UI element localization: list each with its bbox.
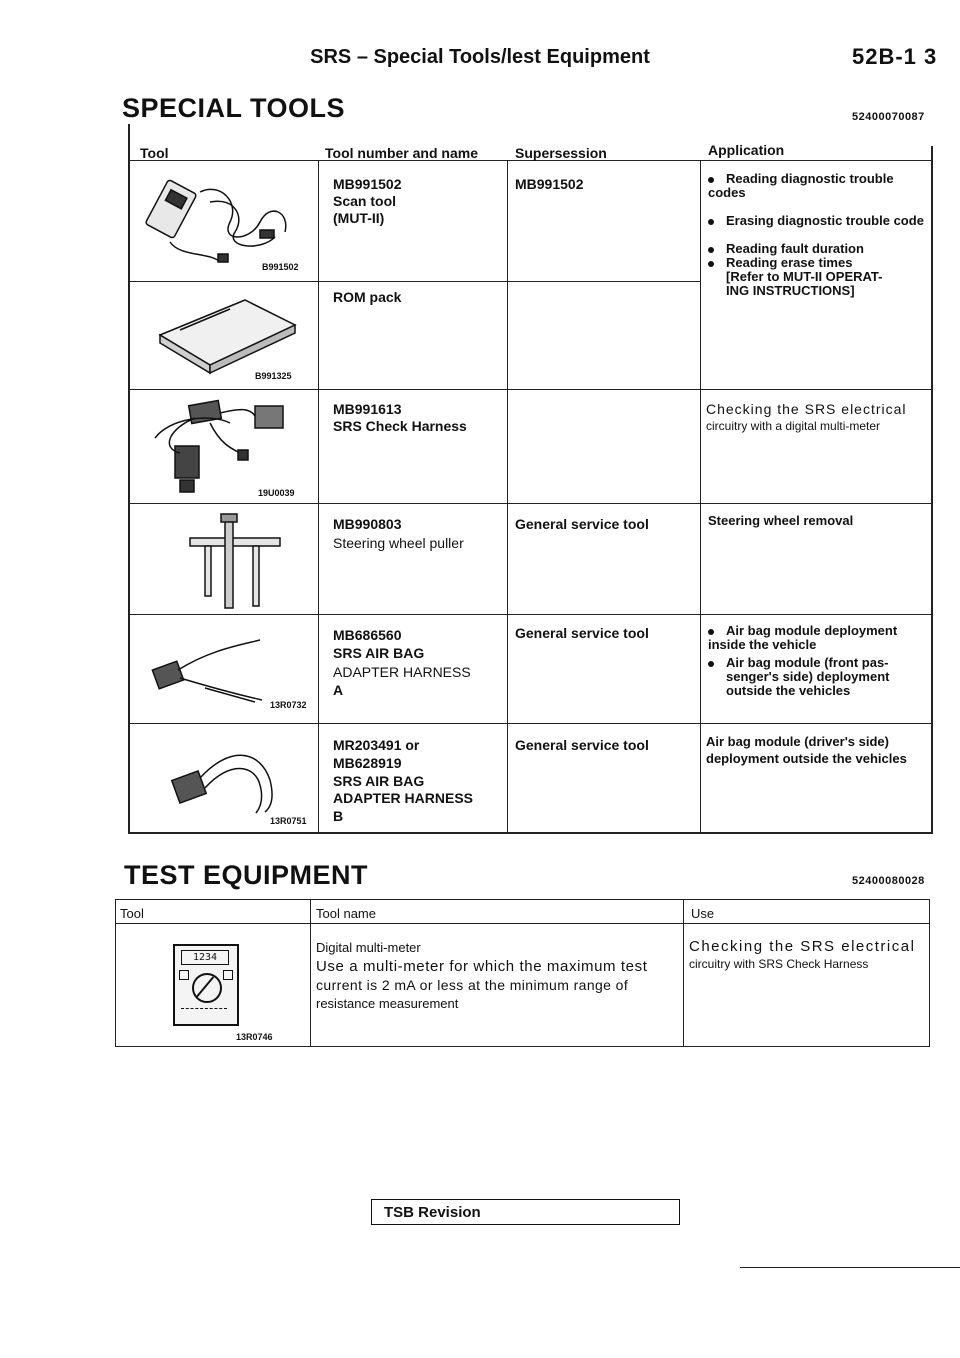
bullet-icon	[708, 219, 714, 225]
page-number: 52B-1 3	[852, 44, 938, 69]
tool-name-srs-air-bag: SRS AIR BAG	[333, 773, 425, 789]
image-label-b991325: B991325	[255, 371, 292, 381]
image-label-19u0039: 19U0039	[258, 488, 295, 498]
tool-number-mb990803: MB990803	[333, 516, 402, 532]
row-divider	[130, 503, 932, 504]
application-list-mut	[708, 172, 930, 298]
steering-wheel-puller-illustration	[185, 518, 285, 610]
application-item: Air bag module (front pas-	[708, 656, 930, 670]
te-tool-description-line: Use a multi-meter for which the maximum test	[316, 958, 648, 975]
bullet-icon	[708, 247, 714, 253]
special-tools-code: 52400070087	[852, 111, 925, 123]
supersession-general-service-tool: General service tool	[515, 516, 649, 532]
tool-name-adapter-harness: ADAPTER HARNESS	[333, 790, 474, 806]
application-deployment-outside: deployment outside the vehicles	[706, 751, 907, 766]
application-item: Reading erase times	[708, 256, 930, 270]
page-header-title: SRS – Special Tools/lest Equipment	[310, 46, 650, 68]
te-col-divider-2	[683, 899, 684, 1047]
col-header-application: Application	[708, 142, 785, 158]
meter-switch-icon	[179, 970, 189, 980]
col-divider-1	[318, 160, 319, 832]
image-label-13r0732: 13R0732	[270, 700, 307, 710]
col-divider-3	[700, 160, 701, 832]
tool-name-mut-ii: (MUT-II)	[333, 210, 385, 226]
col-divider-2	[507, 160, 508, 832]
te-tool-description-line: resistance measurement	[316, 996, 459, 1011]
application-steering-wheel-removal: Steering wheel removal	[708, 513, 854, 528]
col-header-supersession: Supersession	[515, 145, 607, 161]
te-col-divider-1	[310, 899, 311, 1047]
application-note: outside the vehicles	[726, 683, 851, 698]
image-label-b991502: B991502	[262, 262, 299, 272]
image-label-13r0751: 13R0751	[270, 816, 307, 826]
col-header-tool-number: Tool number and name	[325, 145, 478, 161]
te-tool-name-digital-multimeter: Digital multi-meter	[316, 940, 421, 955]
test-equipment-heading: TEST EQUIPMENT	[124, 860, 369, 890]
row-divider	[130, 614, 932, 615]
bullet-icon	[708, 629, 714, 635]
check-harness-illustration	[150, 398, 310, 498]
meter-display: 1234	[181, 950, 229, 965]
application-driver-side: Air bag module (driver's side)	[706, 734, 889, 749]
application-item: Reading diagnostic trouble codes	[708, 171, 894, 200]
multimeter-illustration	[173, 944, 239, 1026]
application-item: Erasing diagnostic trouble code	[708, 214, 930, 228]
application-check-srs: Checking the SRS electrical	[706, 401, 907, 417]
te-tool-description-line: current is 2 mA or less at the minimum range of	[316, 977, 629, 993]
te-col-header-tool-name: Tool name	[316, 906, 376, 921]
row-divider	[130, 281, 700, 282]
special-tools-heading: SPECIAL TOOLS	[122, 93, 346, 123]
te-use-checking-srs: Checking the SRS electrical	[689, 938, 916, 955]
tool-name-srs-air-bag: SRS AIR BAG	[333, 645, 425, 661]
supersession-general-service-tool: General service tool	[515, 737, 649, 753]
te-col-header-tool: Tool	[120, 906, 144, 921]
te-col-header-use: Use	[691, 906, 715, 921]
table-right-border	[931, 146, 933, 834]
application-note: senger's side) deployment	[726, 669, 890, 684]
supersession-general-service-tool: General service tool	[515, 625, 649, 641]
col-header-tool: Tool	[140, 145, 169, 161]
test-equipment-code: 52400080028	[852, 875, 925, 887]
footer-rule	[740, 1267, 960, 1268]
bullet-icon	[708, 261, 714, 267]
application-item: Reading fault duration	[708, 242, 930, 256]
adapter-harness-b-illustration	[160, 740, 310, 820]
application-note: [Refer to MUT-II OPERAT-	[726, 269, 883, 284]
te-right-border	[929, 899, 930, 1047]
tool-name-adapter-harness: ADAPTER HARNESS	[333, 664, 471, 680]
rom-pack-illustration	[150, 295, 300, 375]
tool-name-steering-wheel-puller: Steering wheel puller	[333, 535, 464, 551]
tool-number-mr203491: MR203491 or	[333, 737, 420, 753]
meter-switch-icon	[223, 970, 233, 980]
tool-number-mb991502: MB991502	[333, 176, 402, 192]
tool-name-rom-pack: ROM pack	[333, 289, 402, 305]
scan-tool-illustration	[140, 172, 310, 272]
te-use-circuitry: circuitry with SRS Check Harness	[689, 957, 869, 971]
row-divider	[130, 389, 932, 390]
application-circuitry: circuitry with a digital multi-meter	[706, 419, 881, 433]
application-list-deployment	[708, 624, 930, 698]
image-label-13r0746: 13R0746	[236, 1032, 273, 1042]
meter-terminals-icon	[181, 1008, 227, 1017]
table-bottom-border	[128, 832, 932, 834]
te-top-border	[115, 899, 930, 900]
tool-number-mb991613: MB991613	[333, 401, 402, 417]
te-header-underline	[115, 923, 930, 924]
meter-dial-icon	[192, 973, 222, 1003]
application-note: ING INSTRUCTIONS]	[726, 283, 855, 298]
adapter-harness-a-illustration	[150, 630, 310, 710]
tool-name-scan-tool: Scan tool	[333, 193, 397, 209]
te-bottom-border	[115, 1046, 930, 1047]
tool-number-mb686560: MB686560	[333, 627, 402, 643]
row-divider	[130, 723, 932, 724]
bullet-icon	[708, 177, 714, 183]
tool-name-srs-check-harness: SRS Check Harness	[333, 418, 467, 434]
bullet-icon	[708, 661, 714, 667]
tsb-revision-label: TSB Revision	[384, 1204, 481, 1221]
tool-name-b: B	[333, 808, 344, 824]
supersession-mb991502: MB991502	[515, 176, 584, 192]
te-left-border	[115, 899, 116, 1047]
tool-name-a: A	[333, 682, 344, 698]
table-left-border	[128, 124, 130, 834]
tool-number-mb628919: MB628919	[333, 755, 402, 771]
application-item: Air bag module deployment inside the vehicle	[708, 623, 898, 652]
